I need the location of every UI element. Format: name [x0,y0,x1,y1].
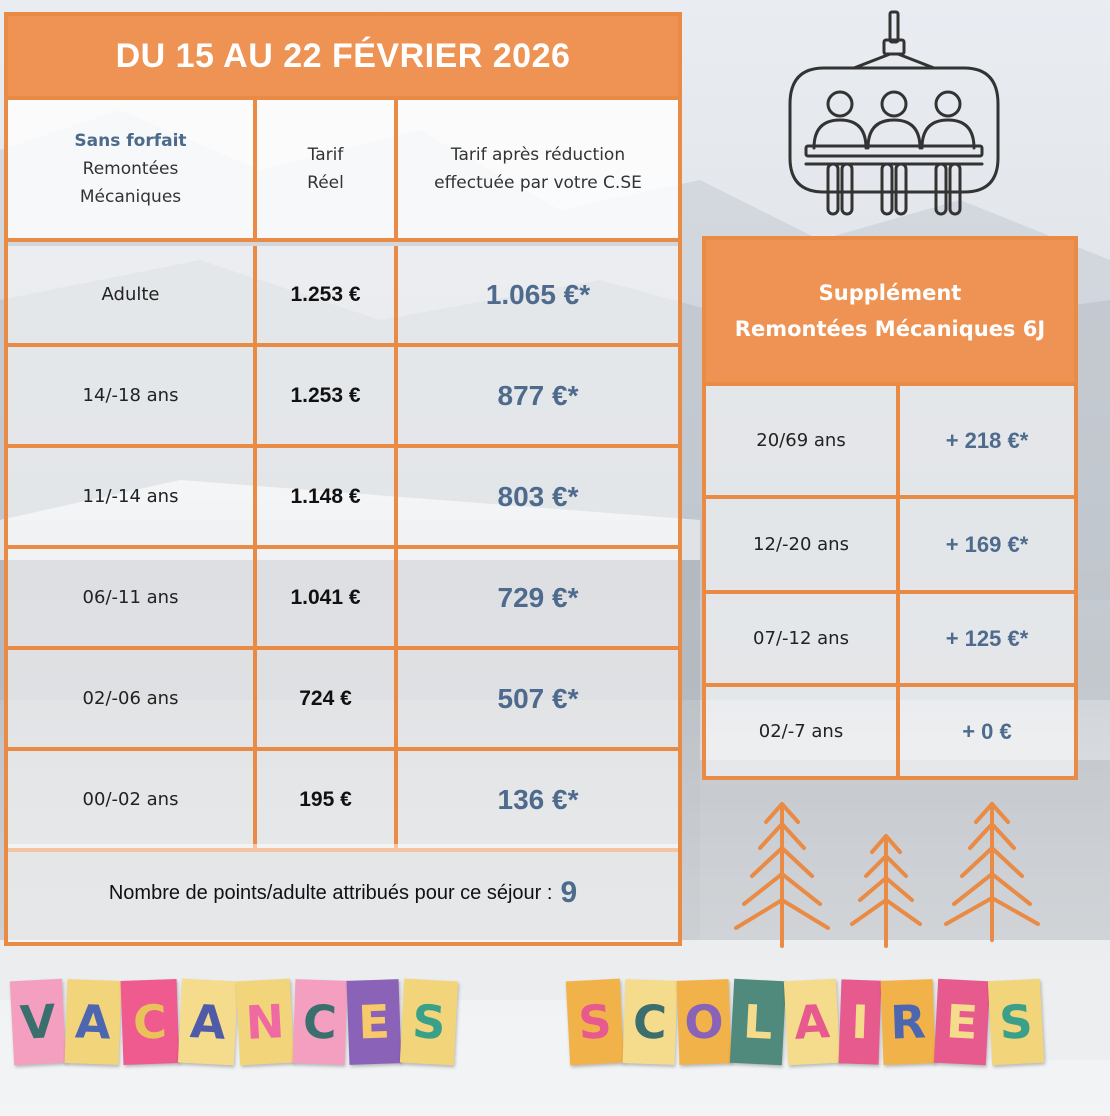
header-package-bold: Sans forfait [74,131,187,151]
supplement-title [706,240,1074,386]
banner-scolaires [568,980,1044,1064]
pine-tree-icon [726,800,1046,950]
table-row [8,549,678,650]
header-real-line2: Réel [307,173,344,193]
row-real-price: 1.041 € [257,549,398,646]
table-row [8,448,678,549]
supplement-age: 20/69 ans [706,386,900,495]
supplement-age: 07/-12 ans [706,594,900,683]
supplement-table [702,236,1078,780]
header-real-price [257,100,398,238]
row-age: 14/-18 ans [8,347,257,444]
points-label: Nombre de points/adulte attribués pour ce séjour : [108,881,553,904]
row-real-price: 724 € [257,650,398,747]
banner-letter: C [623,979,678,1065]
table-row [8,347,678,448]
header-package-line3: Mécaniques [79,187,182,207]
banner-letter: E [347,979,402,1065]
row-discount-price: 507 €* [398,650,678,747]
row-age: 06/-11 ans [8,549,257,646]
banner-letter: V [10,979,66,1066]
row-real-price: 1.253 € [257,246,398,343]
row-age: 11/-14 ans [8,448,257,545]
banner-letter: A [178,979,238,1066]
row-real-price: 1.253 € [257,347,398,444]
supplement-row [706,499,1074,594]
supplement-title-line2: Remontées Mécaniques 6J [734,317,1046,341]
banner-letter: C [121,979,180,1065]
banner-letter: O [677,979,732,1065]
points-info [8,844,678,942]
row-discount-price: 803 €* [398,448,678,545]
row-age: 00/-02 ans [8,751,257,848]
row-discount-price: 1.065 €* [398,246,678,343]
supplement-price: + 169 €* [900,499,1074,590]
points-value: 9 [560,876,578,909]
supplement-row [706,687,1074,776]
banner-letter: N [236,979,294,1066]
supplement-row [706,594,1074,687]
header-real-line1: Tarif [307,145,344,165]
table-row [8,650,678,751]
banner-vacances [12,980,458,1064]
row-age: Adulte [8,246,257,343]
row-age: 02/-06 ans [8,650,257,747]
banner-letter: S [566,979,624,1066]
page-title: DU 15 AU 22 FÉVRIER 2026 [8,16,678,100]
header-package-line2: Remontées [82,159,179,179]
chairlift-icon [784,8,1004,220]
row-discount-price: 729 €* [398,549,678,646]
header-discount-line2: effectuée par votre C.SE [434,173,642,193]
banner-letter: E [934,979,990,1066]
supplement-price: + 218 €* [900,386,1074,495]
banner-letter: L [730,979,786,1066]
banner-letter: I [839,979,882,1064]
row-discount-price: 877 €* [398,347,678,444]
supplement-title-line1: Supplément [818,281,962,305]
table-row [8,751,678,852]
banner-letter: A [65,979,122,1065]
pricing-table [4,12,682,946]
row-discount-price: 136 €* [398,751,678,848]
supplement-row [706,386,1074,499]
table-row [8,246,678,347]
header-discount-line1: Tarif après réduction [450,145,626,165]
row-real-price: 1.148 € [257,448,398,545]
header-discount-price [398,100,678,238]
supplement-price: + 125 €* [900,594,1074,683]
supplement-price: + 0 € [900,687,1074,776]
banner-letter: R [881,979,936,1065]
banner-letter: S [988,979,1044,1066]
supplement-age: 12/-20 ans [706,499,900,590]
table-header [8,100,678,242]
banner-letter: A [784,979,840,1066]
banner-letter: S [400,979,458,1066]
row-real-price: 195 € [257,751,398,848]
supplement-age: 02/-7 ans [706,687,900,776]
banner-letter: C [293,979,348,1065]
header-package [8,100,257,238]
